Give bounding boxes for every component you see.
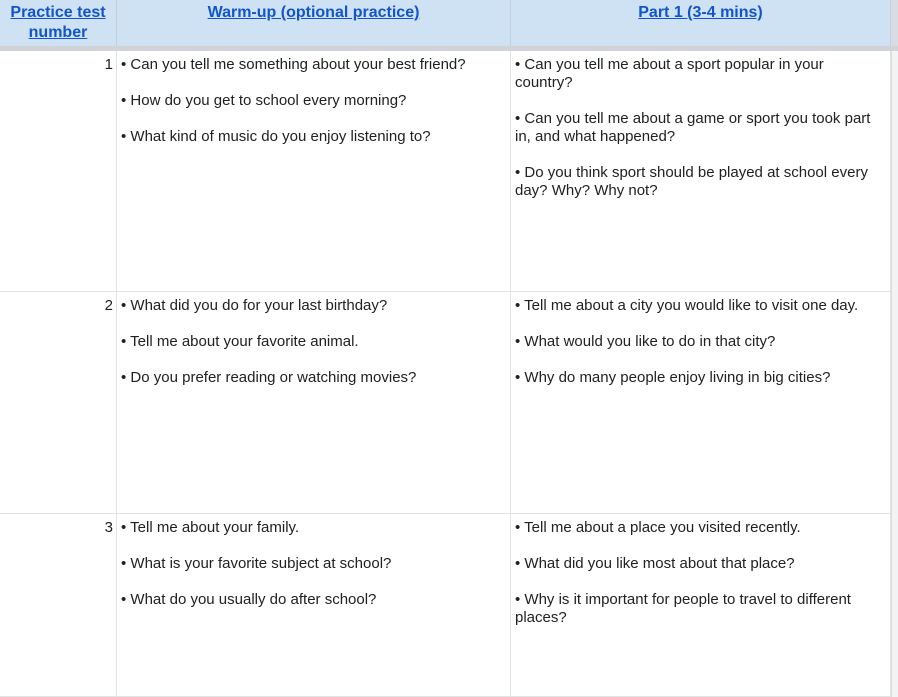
question-text: • What kind of music do you enjoy listening to? — [121, 128, 431, 145]
warmup-cell[interactable] — [117, 51, 511, 292]
question-text: • What did you do for your last birthday? — [121, 297, 388, 314]
row-number: 3 — [104, 519, 113, 536]
header-link-part1[interactable]: Part 1 (3-4 mins) — [638, 4, 763, 21]
header-link-practice-test-number[interactable]: Practice test number — [10, 4, 106, 41]
question-text: • How do you get to school every morning? — [121, 92, 407, 109]
question-text: • Tell me about a city you would like to visit one day. — [515, 297, 859, 314]
header-cell-part1[interactable] — [511, 0, 891, 46]
question-text: • What do you usually do after school? — [121, 591, 377, 608]
header-cell-warmup[interactable] — [117, 0, 511, 46]
part1-cell[interactable] — [511, 292, 891, 514]
question-text: • Why do many people enjoy living in big cities? — [515, 369, 831, 386]
row-number-cell[interactable] — [0, 514, 117, 697]
question-text: • Tell me about your favorite animal. — [121, 333, 359, 350]
row-number-cell[interactable] — [0, 51, 117, 292]
part1-cell[interactable] — [511, 514, 891, 697]
row-number: 1 — [104, 56, 113, 73]
question-text: • Can you tell me something about your best friend? — [121, 56, 466, 73]
header-cell-practice-test-number[interactable] — [0, 0, 117, 46]
header-link-warmup[interactable]: Warm-up (optional practice) — [207, 4, 420, 21]
question-text: • Tell me about a place you visited recently. — [515, 519, 801, 536]
question-text: • What would you like to do in that city? — [515, 333, 776, 350]
question-text: • Tell me about your family. — [121, 519, 300, 536]
header-cell-next-column[interactable] — [891, 0, 898, 46]
row-number: 2 — [104, 297, 113, 314]
part1-cell[interactable] — [511, 51, 891, 292]
question-text: • Can you tell me about a sport popular in your country? — [515, 56, 824, 91]
warmup-cell[interactable] — [117, 514, 511, 697]
question-text: • What is your favorite subject at school? — [121, 555, 392, 572]
question-text: • Do you think sport should be played at school every day? Why? Why not? — [515, 164, 868, 199]
warmup-cell[interactable] — [117, 292, 511, 514]
row-number-cell[interactable] — [0, 292, 117, 514]
question-text: • What did you like most about that place? — [515, 555, 795, 572]
next-column-cells[interactable] — [891, 51, 898, 697]
question-text: • Do you prefer reading or watching movies? — [121, 369, 417, 386]
question-text: • Why is it important for people to travel to different places? — [515, 591, 851, 626]
question-text: • Can you tell me about a game or sport you took part in, and what happened? — [515, 110, 871, 145]
